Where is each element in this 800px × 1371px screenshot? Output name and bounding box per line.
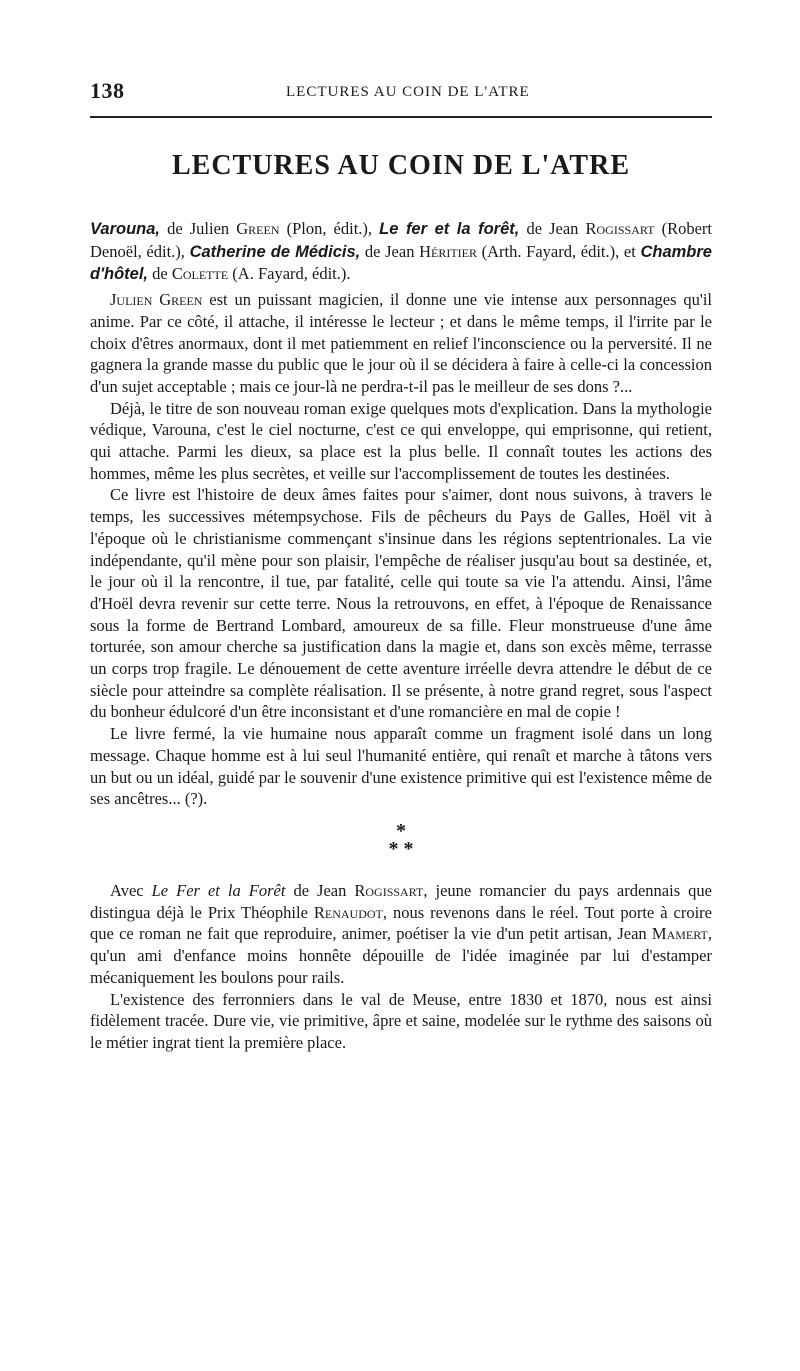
- author-name: Héritier: [419, 241, 477, 261]
- book-title: Le fer et la forêt,: [379, 220, 520, 238]
- article-title: LECTURES AU COIN DE L'ATRE: [171, 150, 631, 181]
- paragraph: [90, 289, 712, 398]
- intro-paragraph: [90, 218, 712, 286]
- text-run: (Arth. Fayard, édit.), et: [477, 241, 641, 261]
- text-run: , nous revenons dans le réel. Tout porte à croire que ce roman ne fait que reproduire, animer, poétiser la vie d'un petit artisan, Jean: [90, 902, 712, 944]
- book-title: Chambre d'hôtel,: [90, 242, 712, 284]
- text-run: (A. Fayard, édit.).: [228, 264, 351, 284]
- author-name: Rogissart: [585, 219, 655, 238]
- asterisk-bottom: * *: [388, 837, 414, 860]
- author-name: Colette: [171, 264, 229, 284]
- text-run: , jeune romancier du pays ardennais que distingua déjà le Prix Théophile: [90, 880, 712, 922]
- text-run: de: [148, 264, 172, 284]
- paragraph: Ce livre est l'histoire de deux âmes faites pour s'aimer, dont nous suivons, à travers le temps, les successives métempsychose. Fils de pêcheurs du Pays de Galles, Hoël vit à l'époque où le christianisme commençant s'insinue dans les régions septentrionales. La vie indépendante, qu'il mène pour son plaisir, l'empêche de réaliser jusqu'au bout sa destinée, et, le jour où il la rencontre, il tue, par fatalité, celle qui toute sa vie l'a attendu. Ainsi, l'âme d'Hoël devra revenir sur cette terre. Nous la retrouvons, en effet, à l'époque de Renaissance sous la forme de Bertrand Lombard, amoureux de sa fille. Fleur monstrueuse d'une âme torturée, son amour cherche sa justification dans la magie et, dans son excès même, terrasse un corps trop fragile. Le dénouement de cette aventure irréelle devra attendre le début de ce siècle pour atteindre sa complète réalisation. Il se présente, à notre grand regret, sous l'aspect du bonheur édulcoré d'un être inconsistant et d'une romancière en mal de copie !: [90, 485, 712, 722]
- book-title: Catherine de Médicis,: [189, 242, 361, 261]
- paragraph: Le livre fermé, la vie humaine nous apparaît comme un fragment isolé dans un long message. Chaque homme est à lui seul l'humanité entière, qui renaît et marche à tâtons vers un but ou un idéal, guidé par le souvenir d'une existence primitive qui est l'existence même de ses ancêtres... (?).: [90, 724, 712, 809]
- section-separator: [90, 819, 712, 860]
- prize-name: Renaudot: [313, 902, 383, 922]
- text-run: de Jean: [519, 219, 586, 238]
- running-head: [90, 78, 712, 106]
- text-run: est un puissant magicien, il donne une vie intense aux personnages qu'il anime. Par ce côté, il attache, il intéresse le lecteur ; et dans le même temps, il l'irrite par le choix d'êtres anormaux, dont il met patiemment en relief l'inconscience ou la perversité. Il ne gagnera la grande masse du public que le jour où il se décidera à faire à celle-ci la concession d'un sujet acceptable ; mais ce jour-là ne perdra-t-il pas le meilleur de ses dons ?...: [90, 290, 713, 396]
- article-body: [90, 218, 712, 1054]
- book-title: Le Fer et la Forêt: [151, 880, 286, 900]
- text-run: (Plon, édit.),: [279, 219, 380, 238]
- text-run: de Julien: [160, 219, 237, 238]
- paragraph: L'existence des ferronniers dans le val de Meuse, entre 1830 et 1870, nous est ainsi fidèlement tracée. Dure vie, vie primitive, âpre et saine, modelée sur le rythme des saisons où le métier ingrat tient la première place.: [90, 989, 712, 1052]
- text-run: de Jean: [360, 241, 420, 261]
- paragraph: Déjà, le titre de son nouveau roman exige quelques mots d'explication. Dans la mythologie védique, Varouna, c'est le ciel nocturne, c'est ce qui enveloppe, qui emprisonne, qui retient, qui attache. Parmi les dieux, sa place est la plus belle. Il connaît toutes les actions des hommes, même les plus secrètes, et veille sur l'accomplissement de toutes les destinées.: [90, 398, 712, 483]
- header-rule: [90, 116, 712, 118]
- author-name: Rogissart: [354, 880, 424, 900]
- author-name: Green: [236, 219, 280, 238]
- running-title: LECTURES AU COIN DE L'ATRE: [286, 84, 530, 100]
- book-title: Varouna,: [90, 220, 160, 238]
- text-run: Avec: [110, 880, 152, 900]
- asterisk-top: *: [396, 819, 406, 842]
- text-run: de Jean: [285, 880, 355, 900]
- paragraph: [90, 880, 712, 989]
- person-name: Mamert: [651, 924, 708, 944]
- text-run: , qu'un ami d'enfance moins honnête dépouille de l'idée imaginée par lui d'estamper mécaniquement les boulons pour rails.: [90, 924, 712, 987]
- text-run: (Robert Denoël, édit.),: [90, 219, 712, 261]
- author-name: Julien Green: [110, 290, 203, 310]
- page-number: 138: [90, 78, 125, 103]
